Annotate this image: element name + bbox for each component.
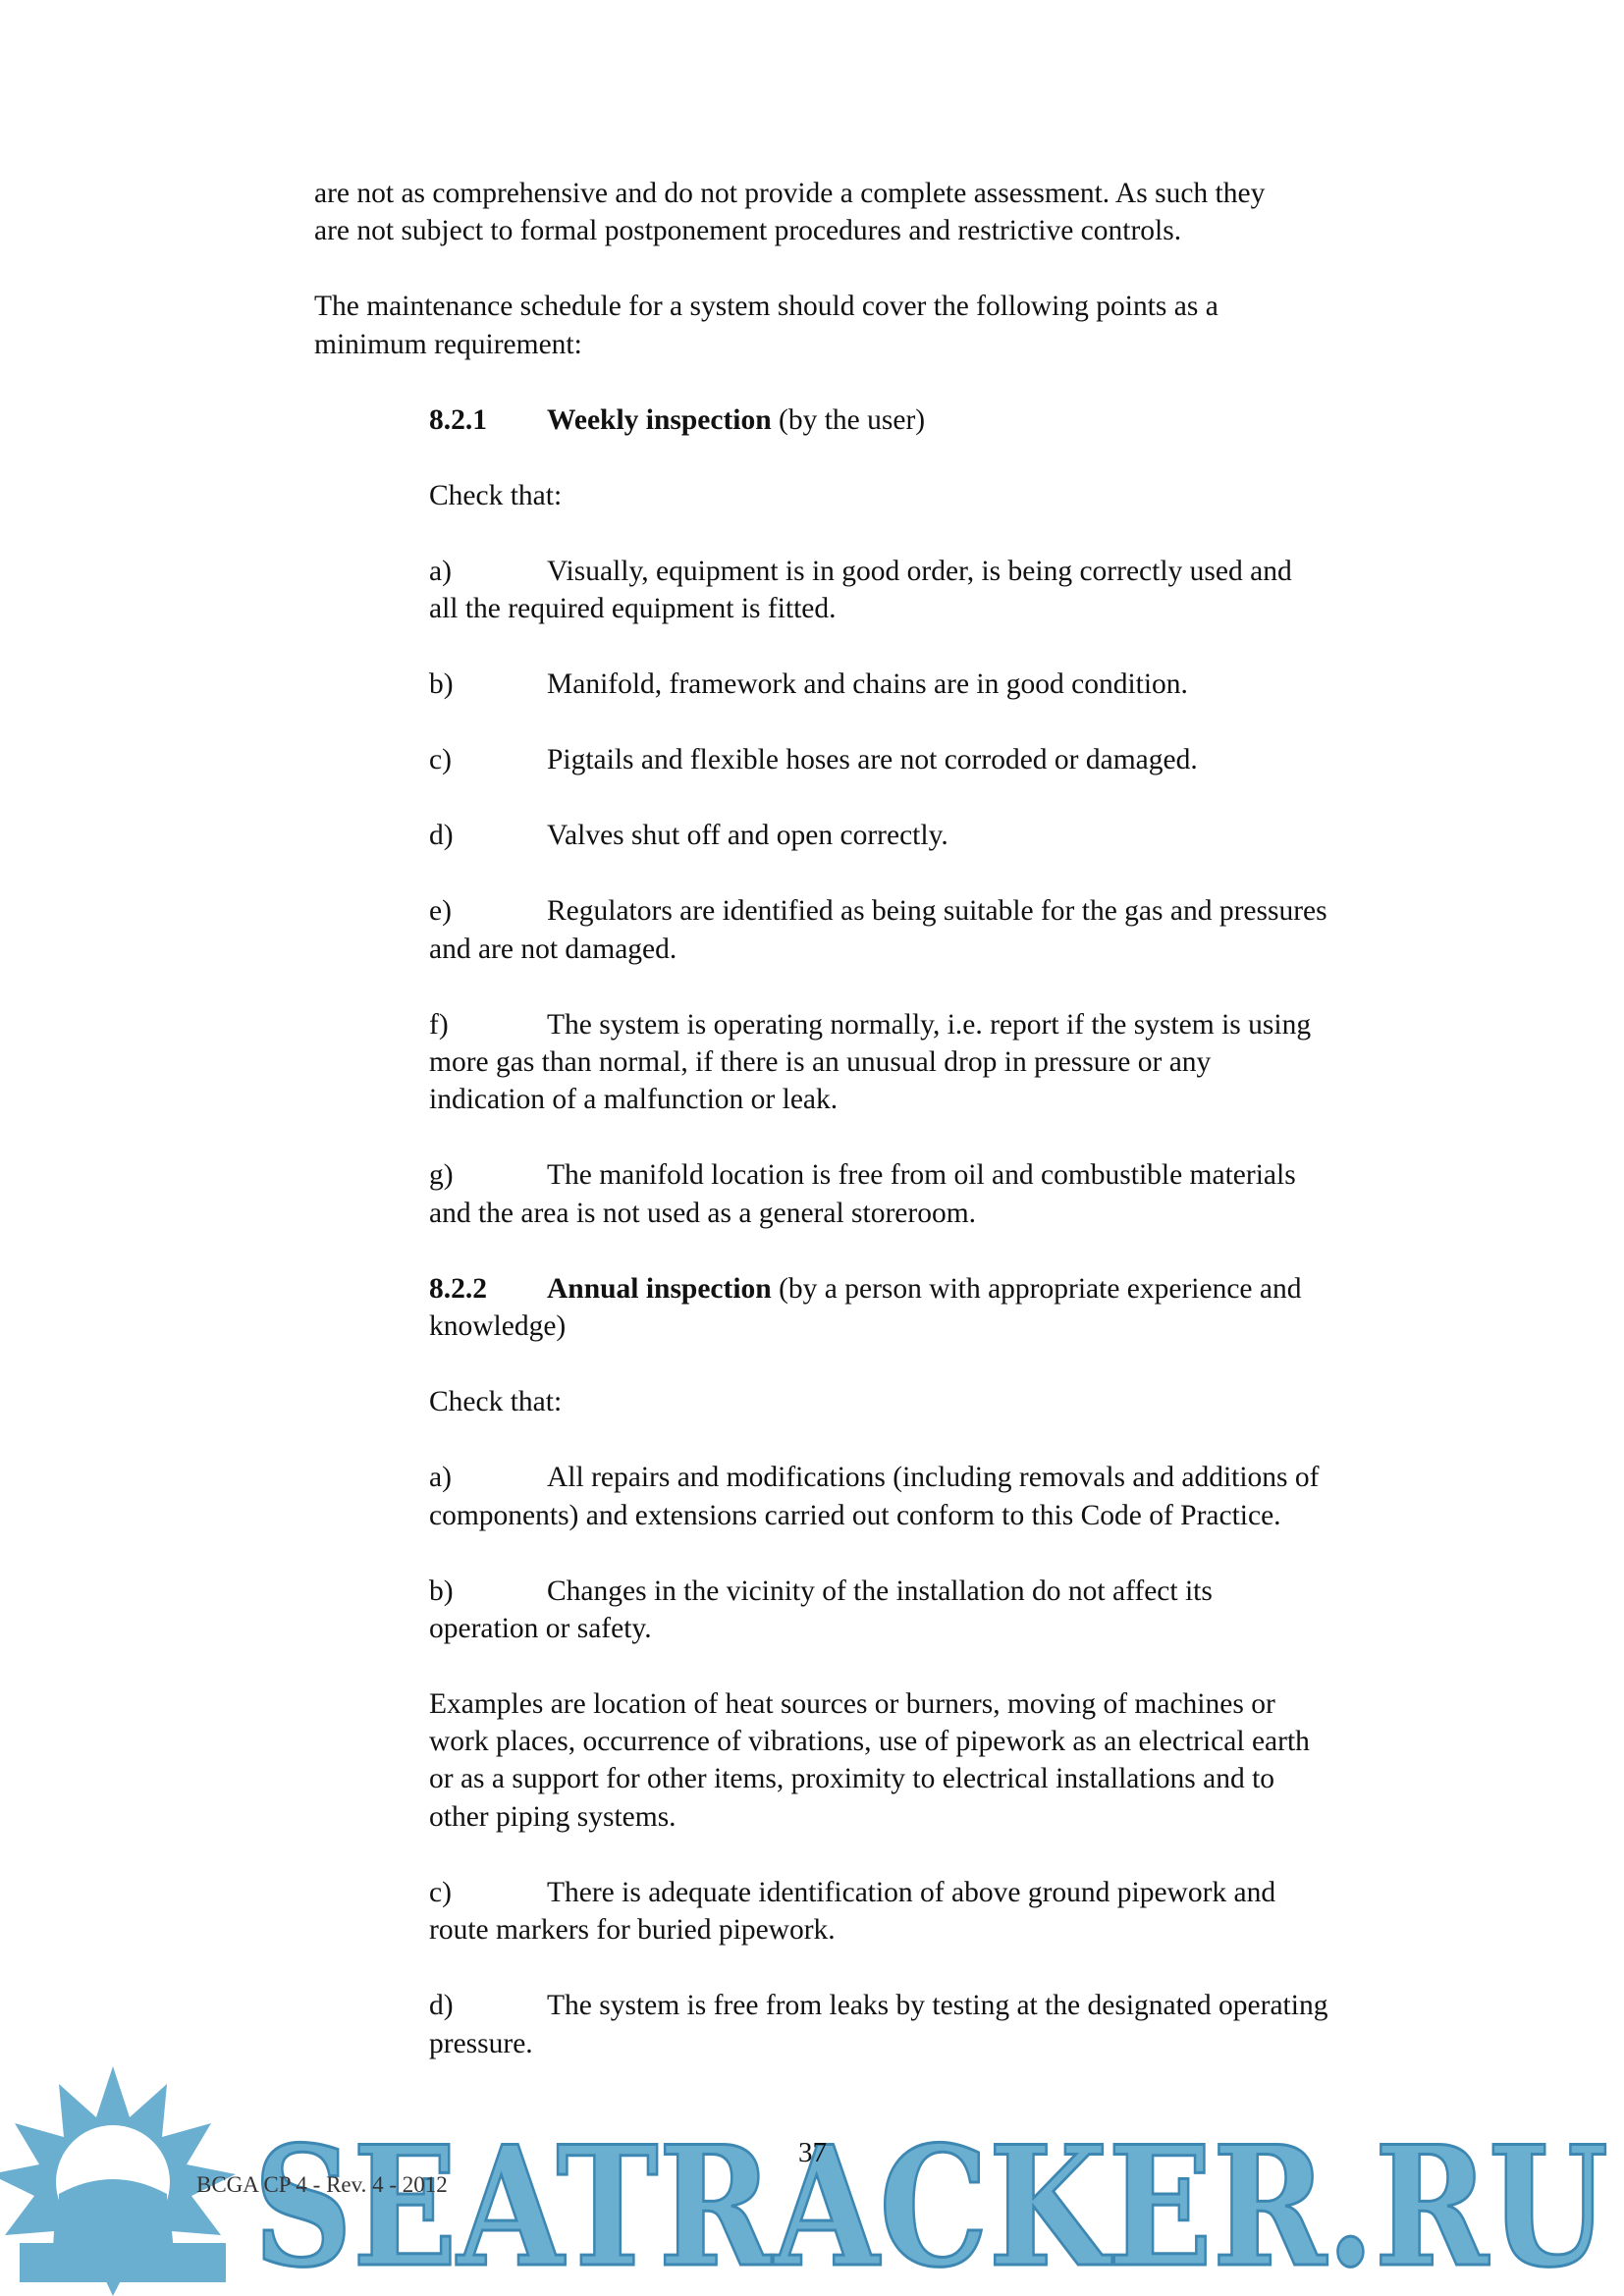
- list-item-text: The manifold location is free from oil and combustible materials: [547, 1159, 1296, 1191]
- section-qualifier: (by a person with appropriate experience and: [779, 1273, 1302, 1305]
- list-item-text: operation or safety.: [429, 1613, 652, 1644]
- page-number: 37: [798, 2137, 827, 2168]
- list-item-text: The system is free from leaks by testing at the designated operating: [547, 1990, 1328, 2021]
- section-number: 8.2.1: [429, 404, 487, 436]
- list-item-label: d): [429, 820, 454, 851]
- list-item-text: all the required equipment is fitted.: [429, 593, 837, 624]
- section-title: Weekly inspection: [547, 404, 772, 436]
- examples-line: or as a support for other items, proximity to electrical installations and to: [429, 1763, 1275, 1794]
- list-item-text: and are not damaged.: [429, 934, 677, 965]
- list-item-label: a): [429, 1462, 452, 1493]
- list-item-label: g): [429, 1159, 454, 1191]
- list-item-text: Regulators are identified as being suitable for the gas and pressures: [547, 895, 1327, 927]
- list-item-text: route markers for buried pipework.: [429, 1914, 836, 1946]
- list-item-text: The system is operating normally, i.e. report if the system is using: [547, 1009, 1312, 1041]
- list-item-text: and the area is not used as a general storeroom.: [429, 1198, 977, 1229]
- list-item-label: b): [429, 668, 454, 700]
- intro-line: are not as comprehensive and do not provide a complete assessment. As such they: [314, 178, 1266, 209]
- check-that: Check that:: [429, 1386, 563, 1417]
- list-item-label: f): [429, 1009, 449, 1041]
- intro-line: are not subject to formal postponement procedures and restrictive controls.: [314, 215, 1182, 246]
- section-heading: [547, 401, 925, 440]
- list-item-text: components) and extensions carried out conform to this Code of Practice.: [429, 1500, 1281, 1531]
- list-item-text: indication of a malfunction or leak.: [429, 1084, 839, 1115]
- watermark-text: SEATRACKER.RU: [253, 2109, 1608, 2296]
- examples-line: Examples are location of heat sources or burners, moving of machines or: [429, 1688, 1275, 1720]
- list-item-label: a): [429, 556, 452, 587]
- list-item-label: c): [429, 744, 452, 775]
- section-number: 8.2.2: [429, 1273, 487, 1305]
- footer-doc-id: BCGA CP 4 - Rev. 4 - 2012: [196, 2172, 448, 2197]
- list-item-text: Valves shut off and open correctly.: [547, 820, 948, 851]
- list-item-label: e): [429, 895, 452, 927]
- watermark: [0, 2047, 1624, 2296]
- list-item-text: Pigtails and flexible hoses are not corroded or damaged.: [547, 744, 1198, 775]
- list-item-text: more gas than normal, if there is an unusual drop in pressure or any: [429, 1046, 1212, 1078]
- check-that: Check that:: [429, 480, 563, 511]
- list-item-text: There is adequate identification of above ground pipework and: [547, 1877, 1276, 1908]
- list-item-text: Visually, equipment is in good order, is being correctly used and: [547, 556, 1292, 587]
- examples-line: other piping systems.: [429, 1801, 677, 1833]
- list-item-label: d): [429, 1990, 454, 2021]
- intro-line: minimum requirement:: [314, 329, 582, 360]
- examples-line: work places, occurrence of vibrations, use of pipework as an electrical earth: [429, 1726, 1310, 1757]
- section-title: Annual inspection: [547, 1273, 772, 1305]
- section-qualifier-cont: knowledge): [429, 1310, 567, 1342]
- list-item-text: pressure.: [429, 2028, 533, 2059]
- section-heading: [547, 1270, 1302, 1308]
- list-item-text: All repairs and modifications (including removals and additions of: [547, 1462, 1320, 1493]
- intro-line: The maintenance schedule for a system should cover the following points as a: [314, 291, 1218, 322]
- list-item-text: Manifold, framework and chains are in good condition.: [547, 668, 1188, 700]
- list-item-label: b): [429, 1575, 454, 1607]
- list-item-label: c): [429, 1877, 452, 1908]
- section-qualifier: (by the user): [779, 404, 926, 436]
- list-item-text: Changes in the vicinity of the installation do not affect its: [547, 1575, 1213, 1607]
